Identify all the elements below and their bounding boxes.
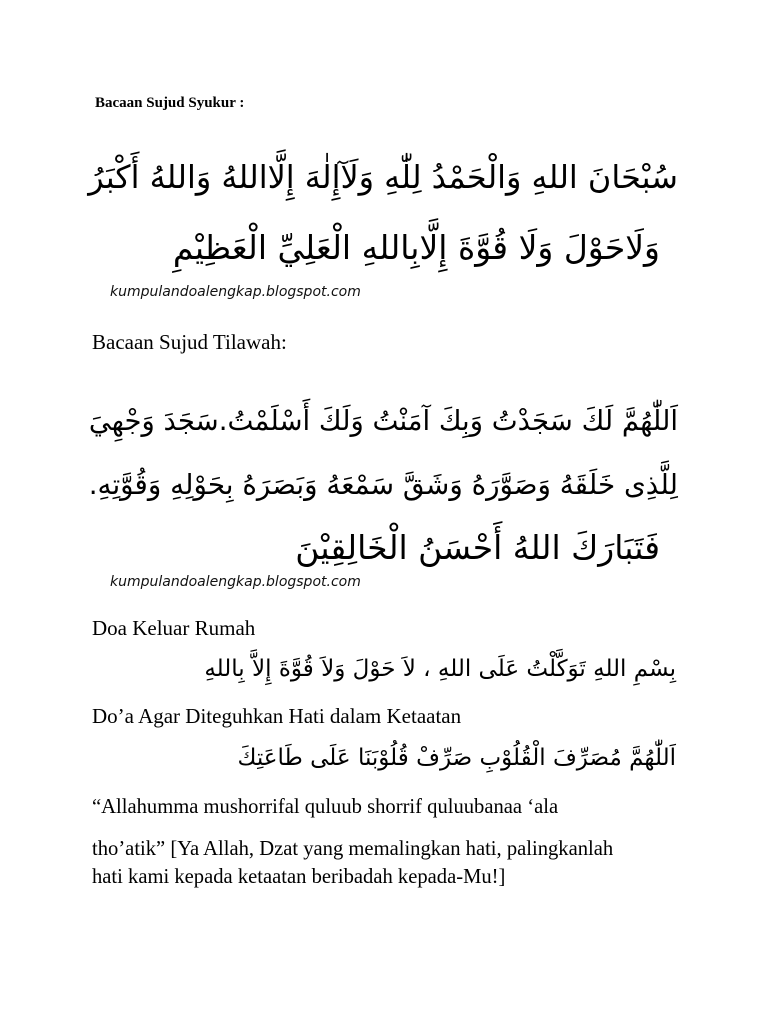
paragraph-line-1: “Allahumma mushorrifal quluub shorrif quluubanaa ‘ala [92,796,559,818]
arabic-sujud-tilawah-line-3: فَتَبَارَكَ اللهُ أَحْسَنُ الْخَالِقِيْنَ [295,528,660,567]
arabic-sujud-syukur-line-2: وَلَاحَوْلَ وَلَا قُوَّةَ إِلَّابِاللهِ الْعَلِيِّ الْعَظِيْمِ [172,228,660,267]
arabic-sujud-tilawah-line-2: لِلَّذِى خَلَقَهُ وَصَوَّرَهُ وَشَقَّ سَمْعَهُ وَبَصَرَهُ بِحَوْلِهِ وَقُوَّتِهِ. [88,468,678,501]
paragraph-line-2: tho’atik” [Ya Allah, Dzat yang memalingkan hati, palingkanlah [92,838,614,860]
watermark-blog-url: kumpulandoalengkap.blogspot.com [110,284,361,300]
arabic-sujud-syukur-line-1: سُبْحَانَ اللهِ وَالْحَمْدُ لِلّٰهِ وَلَآإِلٰهَ إِلَّااللهُ وَاللهُ أَكْبَرُ [88,158,678,196]
arabic-sujud-tilawah-line-1: اَللّٰهُمَّ لَكَ سَجَدْتُ وَبِكَ آمَنْتُ وَلَكَ أَسْلَمْتُ.سَجَدَ وَجْهِيَ [88,405,678,437]
arabic-doa-keluar-rumah: بِسْمِ اللهِ تَوَكَّلْتُ عَلَى اللهِ ، لاَ حَوْلَ وَلاَ قُوَّةَ إِلاَّ بِاللهِ [204,656,676,682]
heading-sujud-syukur: Bacaan Sujud Syukur : [95,95,245,111]
heading-doa-teguh-hati: Do’a Agar Diteguhkan Hati dalam Ketaatan [92,704,462,728]
heading-sujud-tilawah: Bacaan Sujud Tilawah: [92,330,287,354]
transliteration-paragraph [92,793,692,891]
heading-doa-keluar-rumah: Doa Keluar Rumah [92,616,256,640]
arabic-doa-teguh-hati: اَللّٰهُمَّ مُصَرِّفَ الْقُلُوْبِ صَرِّفْ قُلُوْبَنَا عَلَى طَاعَتِكَ [237,745,676,771]
watermark-blog-url-2: kumpulandoalengkap.blogspot.com [110,574,361,590]
paragraph-line-3: hati kami kepada ketaatan beribadah kepada-Mu!] [92,866,506,888]
